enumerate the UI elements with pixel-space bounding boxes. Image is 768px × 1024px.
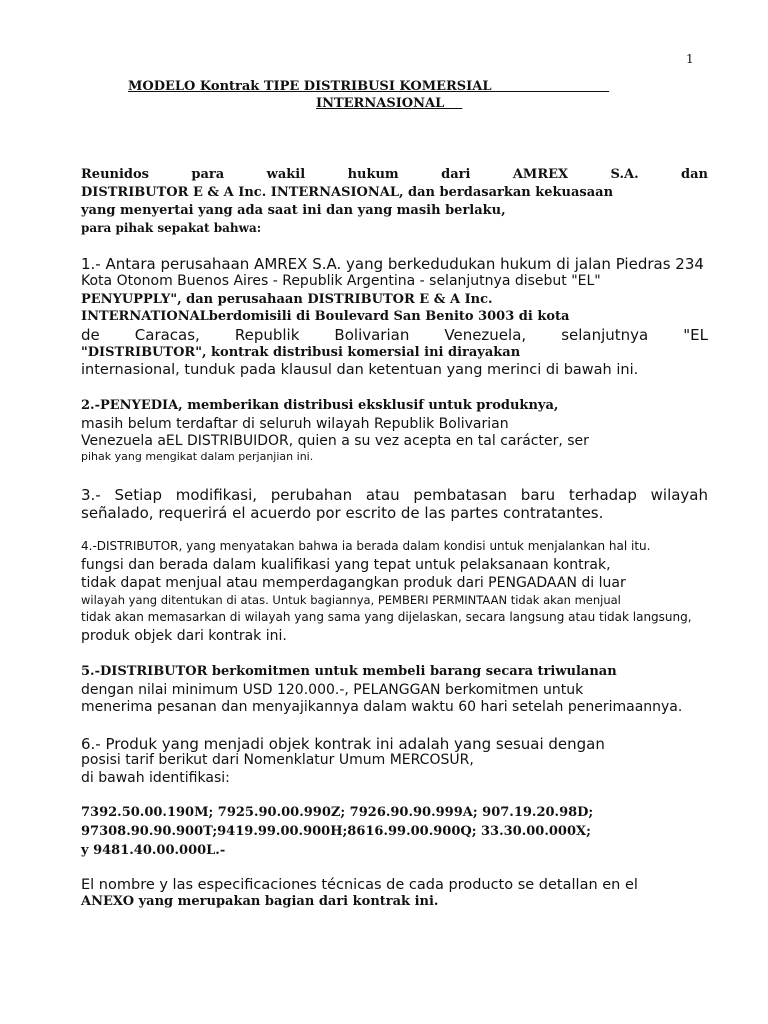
clause-1-line: internasional, tunduk pada klausul dan ketentuan yang merinci di bawah ini. xyxy=(81,362,639,378)
clause-4-line: produk objek dari kontrak ini. xyxy=(81,628,287,644)
clause-6-line: di bawah identifikasi: xyxy=(81,770,230,786)
intro-line: Reunidos para wakil hukum dari AMREX S.A. dan xyxy=(81,167,708,182)
clause-4-line: fungsi dan berada dalam kualifikasi yang tepat untuk pelaksanaan kontrak, xyxy=(81,557,611,573)
tariff-code-line: 97308.90.90.900T;9419.99.00.900H;8616.99.00.900Q; 33.30.00.000X; xyxy=(81,824,591,839)
clause-3-line: 3.- Setiap modifikasi, perubahan atau pembatasan baru terhadap wilayah xyxy=(81,486,708,504)
document-title-line-1: MODELO Kontrak TIPE DISTRIBUSI KOMERSIAL xyxy=(128,79,610,94)
clause-3-line: señalado, requerirá el acuerdo por escrito de las partes contratantes. xyxy=(81,504,604,522)
clause-1-line: de Caracas, Republik Bolivarian Venezuela, selanjutnya "EL xyxy=(81,326,708,344)
clause-2-line: pihak yang mengikat dalam perjanjian ini. xyxy=(81,450,314,463)
clause-2-line: 2.-PENYEDIA, memberikan distribusi eksklusif untuk produknya, xyxy=(81,398,559,413)
clause-2-line: masih belum terdaftar di seluruh wilayah Republik Bolivarian xyxy=(81,416,509,432)
clause-4-line: wilayah yang ditentukan di atas. Untuk bagiannya, PEMBERI PERMINTAAN tidak akan menjual xyxy=(81,593,621,607)
clause-1-line: PENYUPPLY", dan perusahaan DISTRIBUTOR E & A Inc. xyxy=(81,292,493,307)
clause-1-line: INTERNATIONALberdomisili di Boulevard San Benito 3003 di kota xyxy=(81,309,570,324)
document-title-line-2: INTERNASIONAL xyxy=(316,96,463,111)
intro-line: para pihak sepakat bahwa: xyxy=(81,221,262,235)
closing-line: ANEXO yang merupakan bagian dari kontrak ini. xyxy=(81,894,439,909)
clause-5-line: dengan nilai minimum USD 120.000.-, PELANGGAN berkomitmen untuk xyxy=(81,682,584,698)
closing-line: El nombre y las especificaciones técnicas de cada producto se detallan en el xyxy=(81,877,638,893)
tariff-code-line: y 9481.40.00.000L.- xyxy=(81,843,226,858)
page-number: 1 xyxy=(686,52,694,66)
clause-1-line: 1.- Antara perusahaan AMREX S.A. yang berkedudukan hukum di jalan Piedras 234 xyxy=(81,255,704,273)
clause-5-line: 5.-DISTRIBUTOR berkomitmen untuk membeli barang secara triwulanan xyxy=(81,664,617,679)
tariff-code-line: 7392.50.00.190M; 7925.90.00.990Z; 7926.90.90.999A; 907.19.20.98D; xyxy=(81,805,594,820)
clause-4-line: tidak akan memasarkan di wilayah yang sama yang dijelaskan, secara langsung atau tidak langsung, xyxy=(81,610,692,624)
clause-5-line: menerima pesanan dan menyajikannya dalam waktu 60 hari setelah penerimaannya. xyxy=(81,699,683,715)
clause-1-line: Kota Otonom Buenos Aires - Republik Argentina - selanjutnya disebut "EL" xyxy=(81,273,601,289)
clause-1-line: "DISTRIBUTOR", kontrak distribusi komersial ini dirayakan xyxy=(81,345,521,360)
clause-6-line: 6.- Produk yang menjadi objek kontrak ini adalah yang sesuai dengan xyxy=(81,735,605,753)
clause-6-line: posisi tarif berikut dari Nomenklatur Umum MERCOSUR, xyxy=(81,752,474,768)
intro-line: DISTRIBUTOR E & A Inc. INTERNASIONAL, dan berdasarkan kekuasaan xyxy=(81,185,614,200)
clause-4-line: 4.-DISTRIBUTOR, yang menyatakan bahwa ia berada dalam kondisi untuk menjalankan hal itu. xyxy=(81,539,651,553)
clause-4-line: tidak dapat menjual atau memperdagangkan produk dari PENGADAAN di luar xyxy=(81,575,626,591)
intro-line: yang menyertai yang ada saat ini dan yang masih berlaku, xyxy=(81,203,506,218)
clause-2-line: Venezuela aEL DISTRIBUIDOR, quien a su vez acepta en tal carácter, ser xyxy=(81,433,589,449)
